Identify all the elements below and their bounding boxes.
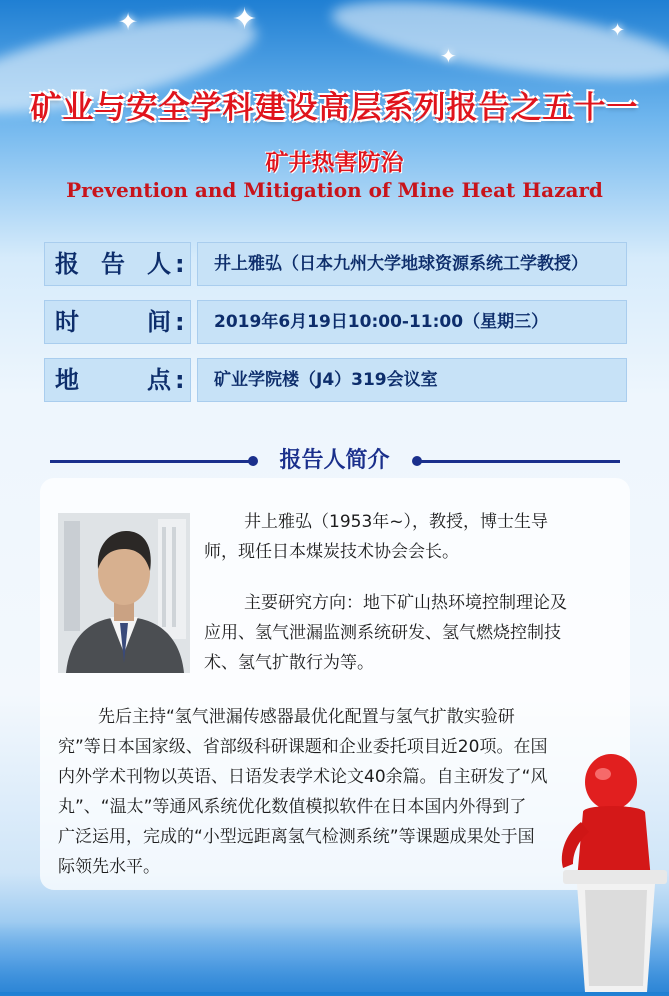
info-row-speaker — [44, 242, 627, 286]
sparkle-icon: ✦ — [232, 2, 258, 37]
time-label: 时 间 : — [44, 300, 191, 344]
divider — [420, 460, 620, 463]
speaker-label: 报 告 人 : — [44, 242, 191, 286]
speaker-value: 井上雅弘（日本九州大学地球资源系统工学教授） — [197, 242, 627, 286]
podium-figure-icon — [555, 750, 669, 992]
bio-paragraph-1: 井上雅弘（1953年~），教授，博士生导 — [244, 512, 549, 532]
speaker-photo — [58, 513, 190, 673]
bio-paragraph-2: 主要研究方向：地下矿山热环境控制理论及 — [244, 593, 567, 613]
bio-heading-text: 报告人简介 — [279, 448, 390, 473]
sky-streak — [328, 0, 669, 95]
bio-heading — [0, 446, 669, 476]
info-row-time — [44, 300, 627, 344]
sparkle-icon: ✦ — [440, 44, 457, 68]
lecture-title-cn: 矿井热害防治 — [265, 150, 404, 176]
info-row-location — [44, 358, 627, 402]
bio-paragraph-1-cont: 师，现任日本煤炭技术协会会长。 — [204, 542, 459, 562]
location-value: 矿业学院楼（J4）319会议室 — [197, 358, 627, 402]
sparkle-icon: ✦ — [610, 20, 626, 41]
location-label: 地 点 : — [44, 358, 191, 402]
speaker-portrait-icon — [58, 513, 190, 673]
bio-paragraph-2-cont: 应用、氢气泄漏监测系统研发、氢气燃烧控制技 术、氢气扩散行为等。 — [204, 623, 561, 673]
time-value: 2019年6月19日10:00-11:00（星期三） — [197, 300, 627, 344]
lecture-title-en: Prevention and Mitigation of Mine Heat Hazard — [66, 178, 603, 202]
bio-paragraph-3: 先后主持“氢气泄漏传感器最优化配置与氢气扩散实验研 究”等日本国家级、省部级科研课题和企业委托项目近20项。在国 内外学术刊物以英语、日语发表学术论文40余篇。自主研发了“风 丸”、“温太”等通风系统优化数值模拟软件在日本国内外得到了 广泛运用，完成的“小型远距离氢气检测系统”等课题成果处于国 际领先水平。 — [58, 707, 548, 877]
poster-title: 矿业与安全学科建设高层系列报告之五十一 — [30, 90, 639, 126]
sparkle-icon: ✦ — [118, 8, 139, 36]
speaker-figure-illustration — [555, 750, 669, 992]
